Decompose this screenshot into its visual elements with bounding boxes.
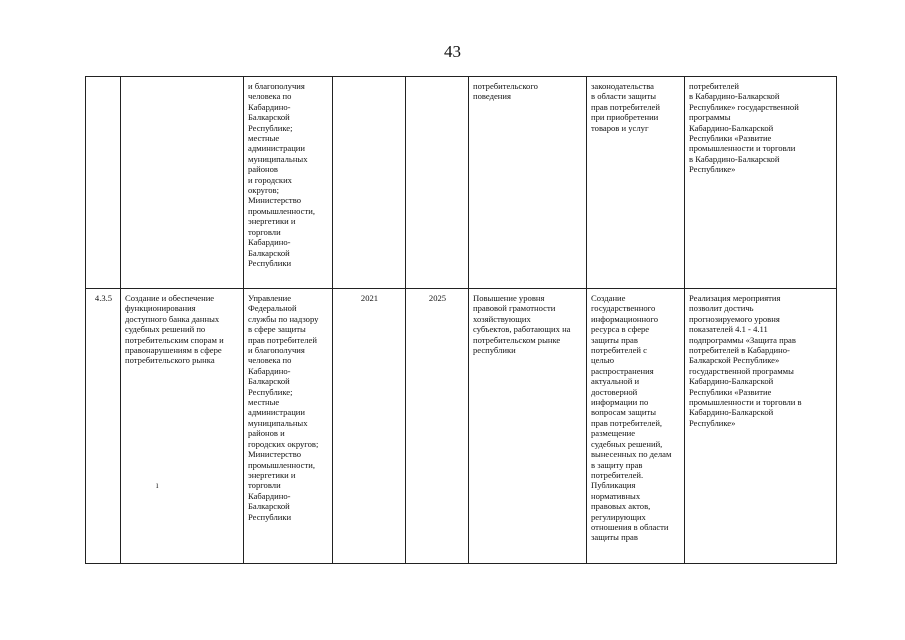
- main-directions-cell: законодательства в области защиты прав потребителей при приобретении товаров и услуг: [587, 77, 685, 289]
- executors-cell: Управление Федеральной службы по надзору в сфере защиты прав потребителей и благополучия человека по Кабардино- Балкарской Республике; местные администрации муниципальных районов и городских округов; Министерство промышленности, энергетики и торговли Кабардино- Балкарской Республики: [244, 289, 333, 564]
- indicator-link-cell: потребителей в Кабардино-Балкарской Республике» государственной программы Кабардино-Балкарской Республики «Развитие промышленности и торговли в Кабардино-Балкарской Республике»: [685, 77, 837, 289]
- scan-speck: ı: [156, 480, 159, 490]
- page-number: 43: [444, 42, 461, 61]
- table-row: [86, 77, 837, 289]
- end-year-cell: 2025: [406, 289, 469, 564]
- row-number-cell: 4.3.5: [86, 289, 121, 564]
- table-row: [86, 289, 837, 564]
- start-year-cell: 2021: [333, 289, 406, 564]
- end-year-cell: [406, 77, 469, 289]
- expected-result-cell: Повышение уровня правовой грамотности хозяйствующих субъектов, работающих на потребительском рынке республики: [469, 289, 587, 564]
- start-year-cell: [333, 77, 406, 289]
- measures-table: [85, 76, 837, 564]
- measure-name-cell: [121, 77, 244, 289]
- row-number-cell: [86, 77, 121, 289]
- expected-result-cell: потребительского поведения: [469, 77, 587, 289]
- measure-name-cell: Создание и обеспечение функционирования доступного банка данных судебных решений по потребительским спорам и правонарушениям в сфере потребительского рынка: [121, 289, 244, 564]
- indicator-link-cell: Реализация мероприятия позволит достичь прогнозируемого уровня показателей 4.1 - 4.11 подпрограммы «Защита прав потребителей в Кабардино- Балкарской Республике» государственной программы Кабардино-Балкарской Республики «Развитие промышленности и торговли в Кабардино-Балкарской Республике»: [685, 289, 837, 564]
- main-directions-cell: Создание государственного информационного ресурса в сфере защиты прав потребителей с целью распространения актуальной и достоверной информации по вопросам защиты прав потребителей, размещение судебных решений, вынесенных по делам в защиту прав потребителей. Публикация нормативных правовых актов, регулирующих отношения в области защиты прав: [587, 289, 685, 564]
- executors-cell: и благополучия человека по Кабардино- Балкарской Республике; местные администрации муниципальных районов и городских округов; Министерство промышленности, энергетики и торговли Кабардино- Балкарской Республики: [244, 77, 333, 289]
